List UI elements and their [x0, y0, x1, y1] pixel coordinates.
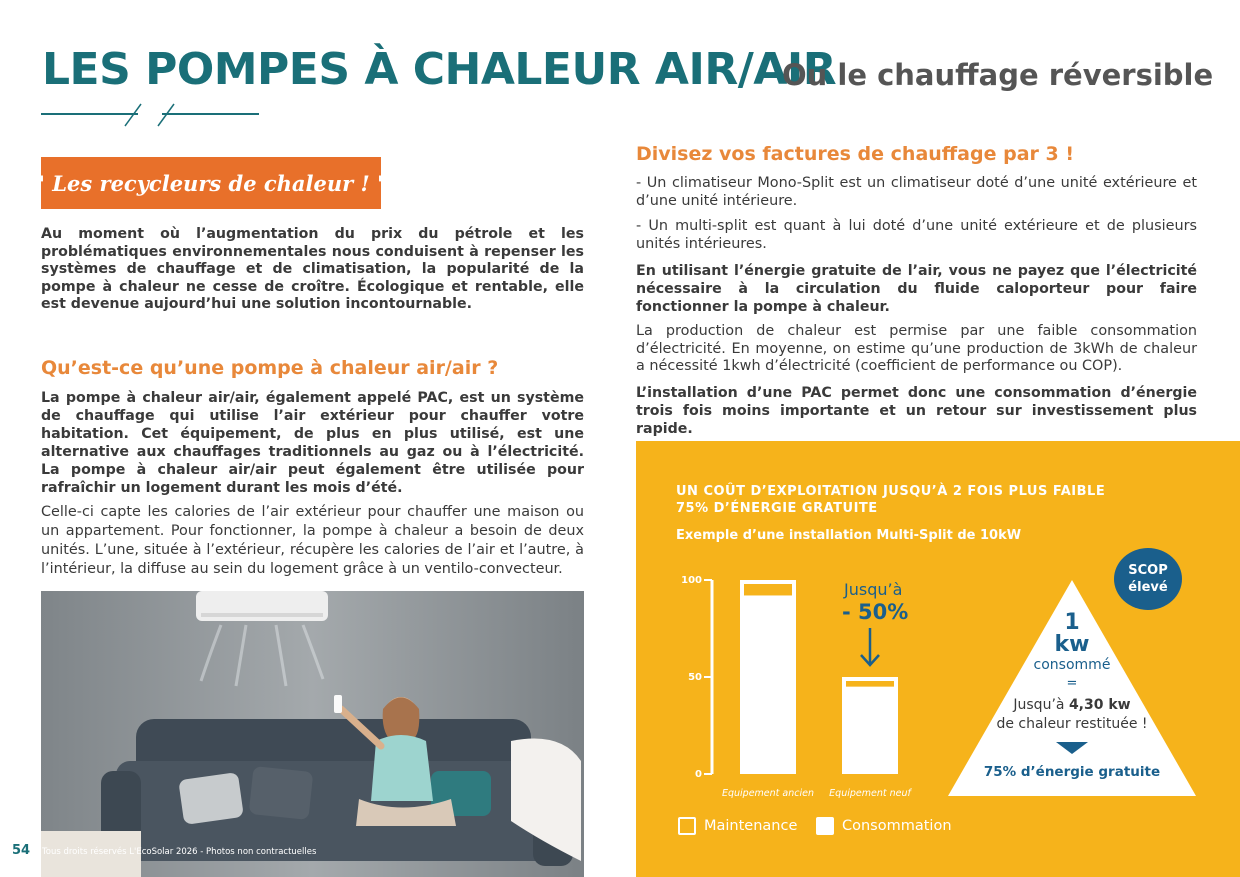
scop-line2: élevé — [1128, 580, 1168, 595]
mono-split-paragraph: - Un climatiseur Mono-Split est un climatiseur doté d’une unité extérieure et d’une unité intérieure. — [636, 175, 1197, 209]
intro-paragraph: Au moment où l’augmentation du prix du pétrole et les problématiques environnementales nous conduisent à repenser les systèmes de chauffage et de climatisation, la popularité de la pompe à chaleur ne cesse de croître. Écologique et rentable, elle est devenue aujourd’hui une solution incontournable. — [41, 226, 584, 313]
y-tick-label: 100 — [681, 575, 702, 586]
title-underline-decoration — [40, 102, 262, 128]
legend-maintenance-label: Maintenance — [704, 818, 798, 834]
triangle-kw-number: 1 — [1064, 610, 1080, 635]
conclusion-paragraph: L’installation d’une PAC permet donc une consommation d’énergie trois fois moins importante et un retour sur investissement plus rapide. — [636, 385, 1197, 437]
legend-maintenance-swatch — [678, 817, 696, 835]
triangle-consumed: consommé — [1033, 657, 1111, 673]
y-tick-label: 50 — [688, 672, 702, 683]
section-title: Qu’est-ce qu’une pompe à chaleur air/air ? — [41, 357, 499, 379]
triangle-free-energy: 75% d’énergie gratuite — [983, 764, 1161, 780]
legend-consumption-label: Consommation — [842, 818, 952, 834]
page-subtitle: Ou le chauffage réversible — [782, 58, 1214, 92]
down-arrow-icon — [858, 626, 882, 668]
section-bold-paragraph: La pompe à chaleur air/air, également appelé PAC, est un système de chauffage qui utilise l’air extérieur pour chauffer votre habitation. Cet équipement, de plus en plus utilisé, est une alternative aux chauffages traditionnels au gaz ou à l’électricité. La pompe à chaleur air/air peut également être utilisée pour rafraîchir un logement durant les mois d’été. — [41, 390, 584, 496]
section-paragraph: Celle-ci capte les calories de l’air extérieur pour chauffer une maison ou un appartement. Pour fonctionner, la pompe à chaleur a besoin de deux unités. L’une, située à l’extérieur, récupère les calories de l’air et l’autre, à l’intérieur, la diffuse au sein du logement grâce à un ventilo-convecteur. — [41, 504, 584, 577]
panel-subheading: 75% D’ÉNERGIE GRATUITE — [676, 501, 878, 516]
free-energy-paragraph: En utilisant l’énergie gratuite de l’air, vous ne payez que l’électricité nécessaire à la circulation du fluide caloporteur pour faire fonctionner la pompe à chaleur. — [636, 263, 1197, 315]
copyright-note: Tous droits réservés L'EcoSolar 2026 - Photos non contractuelles — [42, 847, 317, 857]
legend-consumption-swatch — [816, 817, 834, 835]
tagline-banner: " Les recycleurs de chaleur ! " — [41, 157, 381, 209]
y-tick-label: 0 — [695, 769, 702, 780]
panel-heading: UN COÛT D’EXPLOITATION JUSQU’À 2 FOIS PLUS FAIBLE — [676, 484, 1106, 499]
category-label: Equipement neuf — [829, 788, 911, 799]
scop-badge — [1114, 548, 1182, 610]
triangle-upto: Jusqu’à — [1013, 697, 1065, 713]
bar-old-consumption — [740, 580, 796, 774]
panel-example: Exemple d’une installation Multi-Split de 10kW — [676, 528, 1022, 543]
scop-line1: SCOP — [1128, 563, 1168, 578]
living-room-photo — [41, 591, 584, 877]
triangle-equals: = — [1066, 676, 1078, 691]
bar-old-maintenance — [744, 584, 792, 595]
bar-new-maintenance — [846, 681, 894, 687]
bar-new-consumption — [842, 677, 898, 774]
cop-paragraph: La production de chaleur est permise par une faible consommation d’électricité. En moyenne, on estime qu’une production de 3kWh de chaleur a nécessité 1kwh d’électricité (coefficient de performance ou COP). — [636, 323, 1197, 374]
page-number: 54 — [12, 843, 31, 858]
triangle-restored: de chaleur restituée ! — [996, 716, 1148, 732]
multi-split-paragraph: - Un multi-split est quant à lui doté d’une unité extérieure et de plusieurs unités intérieures. — [636, 218, 1197, 252]
triangle-value: 4,30 kw — [1068, 697, 1131, 713]
triangle-kw-unit: kw — [1054, 632, 1090, 657]
reduction-label: Jusqu’à — [844, 580, 903, 599]
category-label: Equipement ancien — [721, 788, 815, 799]
savings-title: Divisez vos factures de chauffage par 3 ! — [636, 143, 1075, 165]
reduction-value: - 50% — [842, 600, 909, 624]
page-title: LES POMPES À CHALEUR AIR/AIR — [42, 44, 837, 95]
triangle-output — [990, 697, 1154, 713]
